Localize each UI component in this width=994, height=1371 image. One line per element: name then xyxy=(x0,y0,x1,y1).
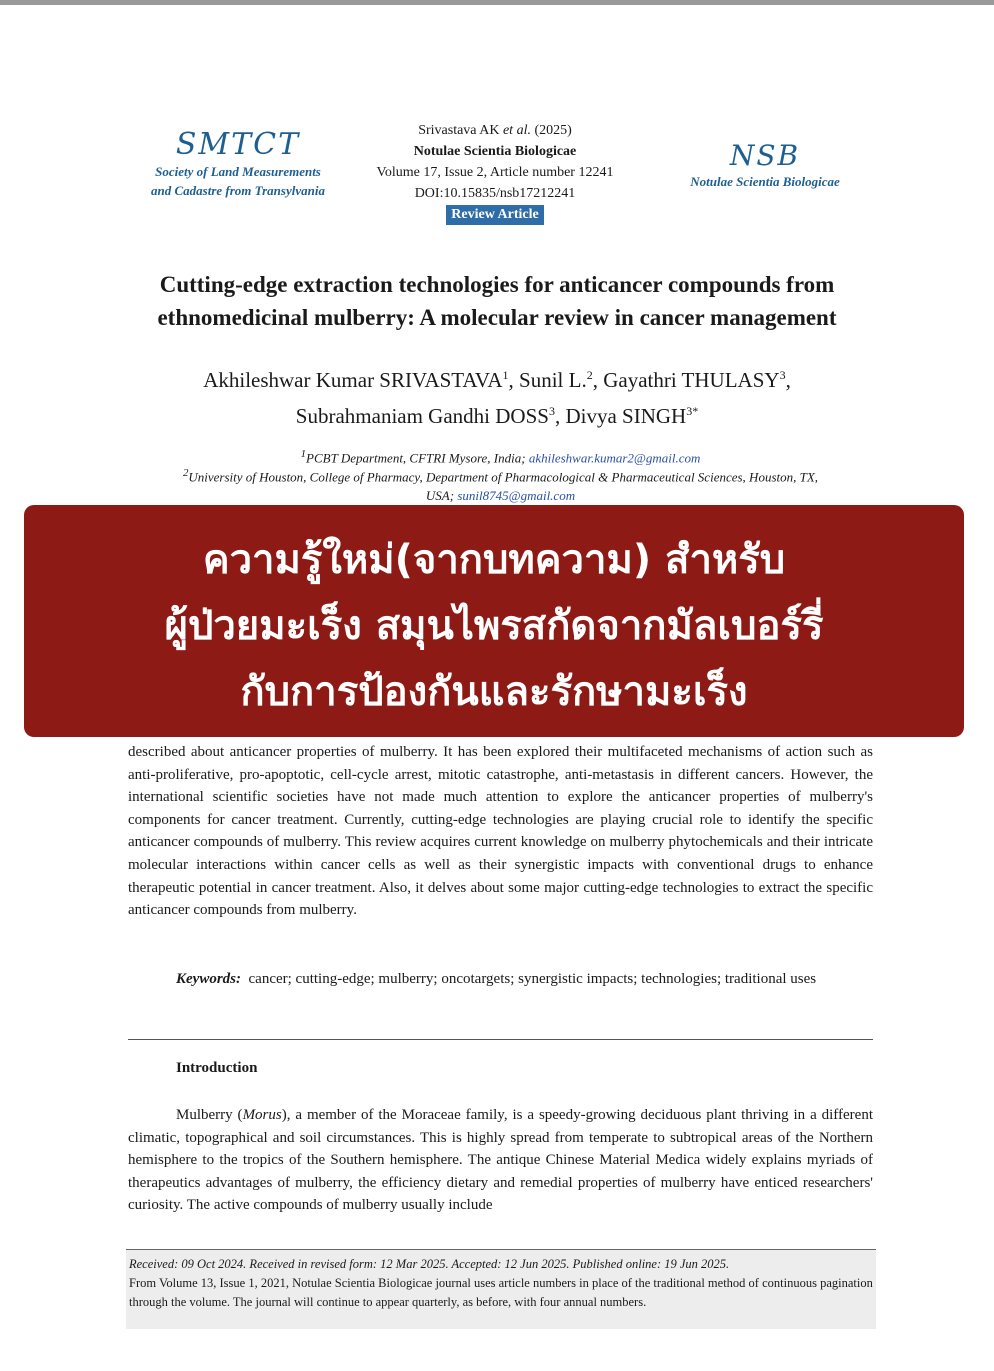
author-1: Akhileshwar Kumar SRIVASTAVA xyxy=(203,368,503,392)
citation-etal: et al. xyxy=(502,123,531,138)
nsb-logo xyxy=(670,140,860,210)
introduction-text xyxy=(128,1104,873,1217)
affiliation-2 xyxy=(128,464,873,505)
smtct-logo xyxy=(138,128,338,224)
author-4: Subrahmaniam Gandhi DOSS xyxy=(295,404,549,428)
affiliation-2-sup: 2 xyxy=(182,467,189,479)
affiliation-1-email[interactable]: akhileshwar.kumar2@gmail.com xyxy=(528,450,701,466)
title-line-2: ethnomedicinal mulberry: A molecular review in cancer management xyxy=(157,305,837,330)
banner-line-3: กับการป้องกันและรักษามะเร็ง xyxy=(240,669,748,715)
nsb-logo-line1: Notulae Scientia Biologicae xyxy=(690,174,840,189)
affiliation-1-text: PCBT Department, CFTRI Mysore, India; xyxy=(306,450,529,466)
journal-name: Notulae Scientia Biologicae xyxy=(413,144,577,159)
publication-footer xyxy=(126,1249,876,1329)
paper-title xyxy=(90,268,904,334)
publication-dates: Received: 09 Oct 2024. Received in revised form: 12 Mar 2025. Accepted: 12 Jun 2025. Published online: 19 Jun 2025. xyxy=(129,1257,730,1271)
keywords-label: Keywords: xyxy=(176,971,241,987)
citation-year: (2025) xyxy=(534,123,572,138)
author-list: Akhileshwar Kumar SRIVASTAVA$^1$, Sunil L.$^2$, Gayathri THULASY$^3$, Subrahmaniam Gandhi DOSS$^3$, Divya $SINGH^{3*}$ xyxy=(203,368,791,428)
journal-header xyxy=(340,120,650,225)
smtct-logo-line1: Society of Land Measurements xyxy=(155,164,321,179)
smtct-logo-mark: SMTCT xyxy=(175,127,301,162)
author-2-affil: 2 xyxy=(586,368,593,382)
keywords xyxy=(176,968,873,990)
section-divider xyxy=(128,1039,873,1040)
intro-text-2: ), a member of the Moraceae family, is a speedy-growing deciduous plant thriving in a different climatic, topographical and soil circumstances. This is highly spread from temperate to subtropical areas of the Northern hemisphere to the tropics of the Southern hemisphere. The antique Chinese Material Medica widely explains myriads of therapeutics advantages of mulberry, the efficiency dietary and remedial properties of mulberry have enticed researchers' curiosity. The active compounds of mulberry usually include xyxy=(128,1107,873,1214)
author-2: , Sunil L. xyxy=(508,368,587,392)
thai-overlay-banner xyxy=(24,505,964,737)
affiliation-2-text: University of Houston, College of Pharmacy, Department of Pharmacological & Pharmaceutical Sciences, Houston, TX, xyxy=(188,469,819,485)
abstract-text: described about anticancer properties of mulberry. It has been explored their multifaceted mechanisms of action such as anti-proliferative, pro-apoptotic, cell-cycle arrest, mitotic catastrophe, anti-metastasis in different cancers. However, the international scientific societies have not made much attention to explore the anticancer properties of mulberry's components for cancer treatment. Currently, cutting-edge technologies are playing crucial role to identify the specific anticancer compounds of mulberry. This review acquires current knowledge on mulberry phytochemicals and their intricate molecular interactions within cancer cells as well as their synergistic impacts with conventional drugs to enhance therapeutic potential in cancer treatment. Also, it delves about some major cutting-edge technologies to extract the specific anticancer compounds from mulberry. xyxy=(128,744,873,919)
introduction-heading: Introduction xyxy=(176,1060,258,1076)
author-4-affil: 3 xyxy=(548,404,555,418)
pagination-note: From Volume 13, Issue 1, 2021, Notulae Scientia Biologicae journal uses article numbers in place of the traditional method of continuous pagination through the volume. The journal will continue to appear quarterly, as before, with four annual numbers. xyxy=(129,1276,873,1309)
keywords-text: cancer; cutting-edge; mulberry; oncotargets; synergistic impacts; technologies; traditional uses xyxy=(248,971,817,987)
volume-info: Volume 17, Issue 2, Article number 12241 xyxy=(376,165,614,180)
smtct-logo-line2: and Cadastre from Transylvania xyxy=(151,183,325,198)
citation-authors: Srivastava AK xyxy=(418,123,500,138)
author-3: , Gayathri THULASY xyxy=(592,368,780,392)
affiliation-2-text2: USA; xyxy=(425,488,458,504)
affiliation-2-email[interactable]: sunil8745@gmail.com xyxy=(457,488,576,504)
top-border xyxy=(0,0,994,5)
author-5: , Divya SINGH xyxy=(554,404,687,428)
title-line-1: Cutting-edge extraction technologies for anticancer compounds from xyxy=(159,272,835,297)
banner-line-1: ความรู้ใหม่(จากบทความ) สำหรับ xyxy=(202,537,786,583)
intro-genus: Morus xyxy=(242,1107,282,1123)
doi: DOI:10.15835/nsb17212241 xyxy=(414,186,576,201)
author-5-affil: 3* xyxy=(686,404,699,418)
affiliation-1-sup: 1 xyxy=(300,448,307,460)
nsb-logo-mark: NSB xyxy=(729,139,801,172)
citation-line xyxy=(340,120,650,141)
banner-line-2: ผู้ป่วยมะเร็ง สมุนไพรสกัดจากมัลเบอร์รี่ xyxy=(164,603,824,649)
intro-text-1: Mulberry ( xyxy=(176,1107,243,1123)
author-1-affil: 1 xyxy=(502,368,509,382)
author-3-affil: 3 xyxy=(779,368,786,382)
article-type-badge: Review Article xyxy=(446,205,543,225)
